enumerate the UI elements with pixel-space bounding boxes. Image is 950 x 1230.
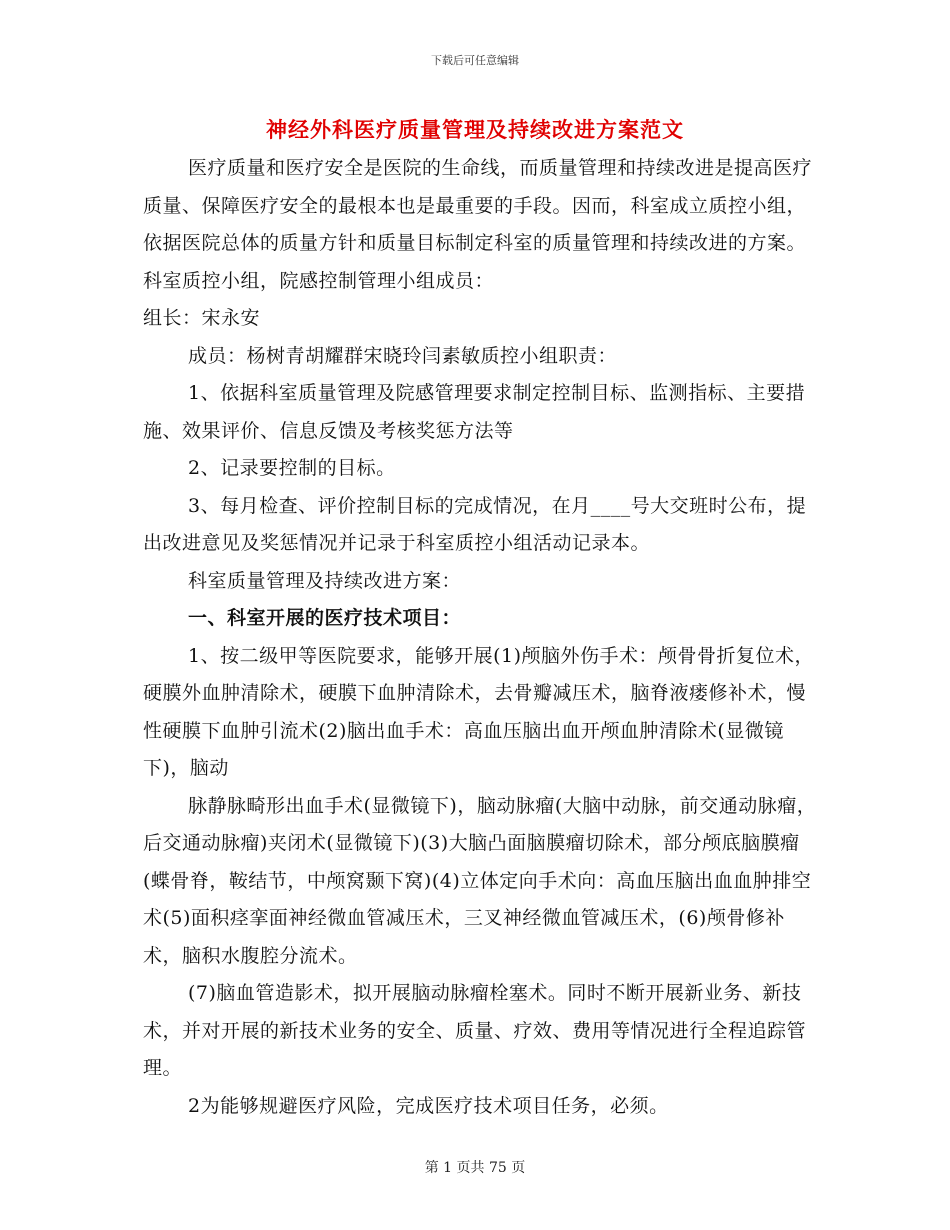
paragraph-members: 成员：杨树青胡耀群宋晓玲闫素敏质控小组职责：	[188, 344, 618, 367]
section-heading-1: 一、科室开展的医疗技术项目：	[188, 607, 462, 629]
paragraph-plan-heading: 科室质量管理及持续改进方案：	[188, 569, 462, 592]
paragraph-tech-1: 1、按二级甲等医院要求，能够开展(1)颅脑外伤手术：颅骨骨折复位术，硬膜外血肿清除术，硬膜下血肿清除术，去骨瓣减压术，脑脊液瘘修补术，慢性硬膜下血肿引流术(2)脑出血手术：高血压脑出血开颅血肿清除术(显微镜下)，脑动	[143, 644, 815, 779]
document-body	[143, 150, 823, 1125]
page-header: 下载后可任意编辑	[431, 54, 519, 67]
page-footer: 第 1 页共 75 页	[424, 1160, 526, 1176]
paragraph-team-leader: 组长：宋永安	[143, 307, 261, 329]
paragraph-duty-3: 3、每月检查、评价控制目标的完成情况，在月____号大交班时公布，提出改进意见及奖惩情况并记录于科室质控小组活动记录本。	[143, 494, 807, 554]
paragraph-tech-3: (7)脑血管造影术，拟开展脑动脉瘤栓塞术。同时不断开展新业务、新技术，并对开展的新技术业务的安全、质量、疗效、费用等情况进行全程追踪管理。	[143, 982, 807, 1079]
paragraph-duty-1: 1、依据科室质量管理及院感管理要求制定控制目标、监测指标、主要措施、效果评价、信息反馈及考核奖惩方法等	[143, 382, 806, 442]
paragraph-intro: 医疗质量和医疗安全是医院的生命线，而质量管理和持续改进是提高医疗质量、保障医疗安全的最根本也是最重要的手段。因而，科室成立质控小组，依据医院总体的质量方针和质量目标制定科室的质量管理和持续改进的方案。科室质控小组，院感控制管理小组成员：	[143, 157, 813, 292]
paragraph-duty-2: 2、记录要控制的目标。	[188, 457, 396, 479]
paragraph-tech-2: 脉静脉畸形出血手术(显微镜下)，脑动脉瘤(大脑中动脉，前交通动脉瘤，后交通动脉瘤)夹闭术(显微镜下)(3)大脑凸面脑膜瘤切除术，部分颅底脑膜瘤(蝶骨脊，鞍结节，中颅窝颞下窝)(4)立体定向手术向：高血压脑出血血肿排空术(5)面积痉挛面神经微血管减压术，三叉神经微血管减压术，(6)颅骨修补术，脑积水腹腔分流术。	[143, 794, 817, 967]
paragraph-risk: 2为能够规避医疗风险，完成医疗技术项目任务，必须。	[188, 1094, 669, 1117]
document-title: 神经外科医疗质量管理及持续改进方案范文	[266, 117, 684, 142]
